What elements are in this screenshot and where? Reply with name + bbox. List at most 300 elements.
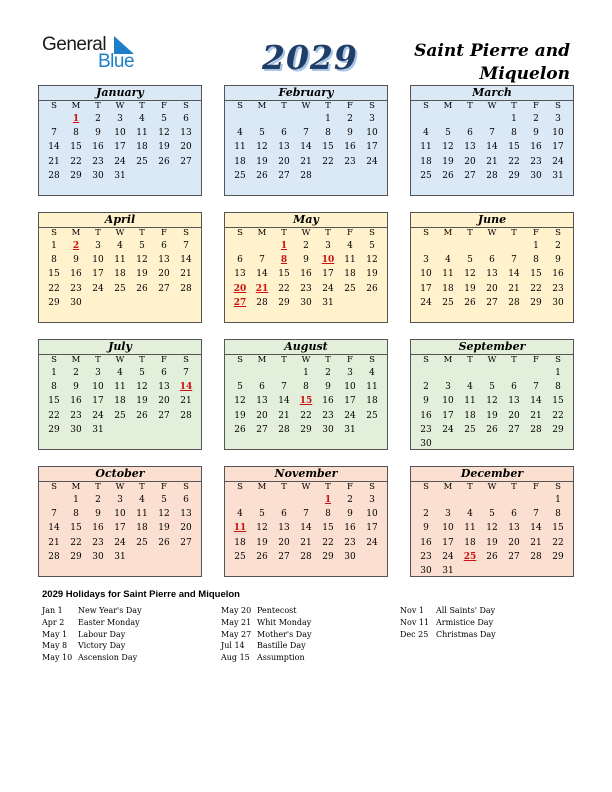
day-cell: 28 <box>300 170 312 181</box>
day-cell: 18 <box>234 537 246 548</box>
day-cell: 19 <box>464 283 476 294</box>
month-august <box>224 339 388 450</box>
day-cell: 20 <box>508 410 520 421</box>
day-cell: 31 <box>92 424 104 435</box>
day-cell: 15 <box>48 269 60 280</box>
weekday-header: T <box>325 228 331 238</box>
weekday-header: S <box>237 228 243 238</box>
weekday-header: F <box>161 482 167 492</box>
day-cell: 30 <box>92 551 104 562</box>
day-cell: 20 <box>158 396 170 407</box>
day-cell: 30 <box>70 424 82 435</box>
day-cell: 28 <box>256 297 268 308</box>
weekday-header: T <box>95 355 101 365</box>
weekday-header: S <box>423 101 429 111</box>
logo-blue-text: Blue <box>98 51 135 72</box>
day-cell: 3 <box>117 114 123 124</box>
weekday-header: T <box>281 482 287 492</box>
day-cell: 29 <box>552 424 564 435</box>
holiday-day-cell: 20 <box>233 283 247 294</box>
weekday-header: S <box>183 355 189 365</box>
day-cell: 30 <box>300 297 312 308</box>
day-cell: 10 <box>420 269 432 280</box>
day-cell: 26 <box>442 170 454 181</box>
day-cell: 21 <box>48 537 60 548</box>
day-cell: 24 <box>344 410 356 421</box>
holiday-item <box>221 652 311 664</box>
day-cell: 17 <box>552 142 564 153</box>
day-cell: 10 <box>442 396 454 407</box>
weekday-header: S <box>237 101 243 111</box>
day-cell: 15 <box>70 523 82 534</box>
weekday-header: S <box>51 228 57 238</box>
day-cell: 13 <box>158 382 170 393</box>
month-september <box>410 339 574 450</box>
empty-day-cell <box>459 366 481 380</box>
day-cell: 6 <box>281 509 287 520</box>
day-cell: 31 <box>322 297 334 308</box>
holiday-day-cell: 11 <box>233 523 247 534</box>
day-cell: 16 <box>92 523 104 534</box>
day-cell: 3 <box>117 495 123 505</box>
day-cell: 19 <box>486 410 498 421</box>
day-cell: 16 <box>92 142 104 153</box>
day-cell: 5 <box>369 241 375 251</box>
holiday-name: Whit Monday <box>257 617 312 627</box>
weekday-header: F <box>347 355 353 365</box>
day-cell: 8 <box>325 509 331 520</box>
weekday-header: T <box>325 482 331 492</box>
day-cell: 10 <box>366 509 378 520</box>
holiday-item <box>221 629 311 641</box>
day-cell: 13 <box>464 142 476 153</box>
day-cell: 9 <box>347 509 353 520</box>
empty-day-cell <box>273 112 295 126</box>
day-cell: 20 <box>180 142 192 153</box>
day-cell: 5 <box>139 241 145 251</box>
month-june <box>410 212 574 323</box>
weekday-header: S <box>51 482 57 492</box>
day-cell: 4 <box>139 495 145 505</box>
day-cell: 4 <box>237 509 243 520</box>
weekday-header: S <box>555 228 561 238</box>
day-cell: 21 <box>508 283 520 294</box>
weekday-header: F <box>347 228 353 238</box>
day-cell: 26 <box>464 297 476 308</box>
empty-day-cell <box>251 112 273 126</box>
weekday-header: T <box>95 482 101 492</box>
day-cell: 17 <box>442 537 454 548</box>
day-cell: 11 <box>114 382 126 393</box>
weekday-header: S <box>369 482 375 492</box>
day-cell: 9 <box>95 509 101 520</box>
day-cell: 26 <box>158 537 170 548</box>
day-cell: 26 <box>486 424 498 435</box>
month-title: July <box>39 340 201 355</box>
holiday-day-cell: 21 <box>255 283 269 294</box>
day-cell: 5 <box>237 382 243 393</box>
day-cell: 16 <box>300 269 312 280</box>
day-cell: 24 <box>552 156 564 167</box>
day-cell: 31 <box>442 565 454 576</box>
empty-day-cell <box>273 366 295 380</box>
weekday-header: M <box>257 355 267 365</box>
month-december <box>410 466 574 577</box>
day-cell: 30 <box>344 551 356 562</box>
day-cell: 24 <box>366 156 378 167</box>
day-cell: 18 <box>114 396 126 407</box>
day-cell: 28 <box>48 170 60 181</box>
day-cell: 10 <box>366 128 378 139</box>
holiday-day-cell: 25 <box>463 551 477 562</box>
day-cell: 22 <box>322 156 334 167</box>
holiday-date: Jul 14 <box>221 641 245 651</box>
empty-day-cell <box>481 366 503 380</box>
day-cell: 21 <box>530 537 542 548</box>
weekday-header: T <box>467 228 473 238</box>
weekday-header: F <box>533 355 539 365</box>
month-july <box>38 339 202 450</box>
month-title: April <box>39 213 201 228</box>
weekday-header: T <box>467 101 473 111</box>
weekday-header: W <box>487 355 497 365</box>
country-title: Saint Pierre and Miquelon <box>414 41 570 84</box>
day-cell: 5 <box>489 382 495 393</box>
month-days-grid <box>39 101 201 183</box>
holiday-name: Pentecost <box>257 606 297 615</box>
empty-day-cell <box>229 493 251 507</box>
day-cell: 14 <box>180 255 192 266</box>
day-cell: 23 <box>344 156 356 167</box>
day-cell: 25 <box>114 283 126 294</box>
day-cell: 12 <box>486 396 498 407</box>
day-cell: 3 <box>423 255 429 266</box>
day-cell: 15 <box>552 396 564 407</box>
day-cell: 30 <box>70 297 82 308</box>
day-cell: 13 <box>256 396 268 407</box>
day-cell: 13 <box>234 269 246 280</box>
empty-day-cell <box>525 366 547 380</box>
day-cell: 25 <box>442 297 454 308</box>
day-cell: 4 <box>423 128 429 139</box>
weekday-header: M <box>71 101 81 111</box>
day-cell: 4 <box>467 509 473 520</box>
day-cell: 30 <box>92 170 104 181</box>
day-cell: 1 <box>73 495 79 505</box>
day-cell: 19 <box>366 269 378 280</box>
weekday-header: M <box>443 228 453 238</box>
day-cell: 24 <box>366 537 378 548</box>
weekday-header: S <box>51 101 57 111</box>
day-cell: 16 <box>70 396 82 407</box>
day-cell: 27 <box>486 297 498 308</box>
day-cell: 28 <box>300 551 312 562</box>
day-cell: 15 <box>48 396 60 407</box>
day-cell: 29 <box>70 170 82 181</box>
day-cell: 1 <box>303 368 309 378</box>
day-cell: 5 <box>139 368 145 378</box>
empty-day-cell <box>481 112 503 126</box>
day-cell: 9 <box>555 255 561 266</box>
empty-day-cell <box>229 112 251 126</box>
holiday-name: All Saints' Day <box>436 606 496 615</box>
empty-day-cell <box>437 239 459 253</box>
empty-day-cell <box>459 493 481 507</box>
day-cell: 17 <box>366 142 378 153</box>
day-cell: 8 <box>73 509 79 520</box>
weekday-header: T <box>95 228 101 238</box>
weekday-header: T <box>511 101 517 111</box>
weekday-header: F <box>347 101 353 111</box>
holiday-day-cell: 1 <box>280 241 288 251</box>
day-cell: 4 <box>369 368 375 378</box>
day-cell: 11 <box>136 128 148 139</box>
day-cell: 23 <box>552 283 564 294</box>
day-cell: 15 <box>552 523 564 534</box>
day-cell: 30 <box>420 438 432 449</box>
weekday-header: T <box>325 101 331 111</box>
holiday-date: May 20 <box>221 606 252 615</box>
day-cell: 22 <box>300 410 312 421</box>
day-cell: 14 <box>278 396 290 407</box>
day-cell: 24 <box>114 537 126 548</box>
day-cell: 8 <box>51 255 57 266</box>
holiday-name: Victory Day <box>78 641 126 651</box>
day-cell: 22 <box>508 156 520 167</box>
day-cell: 3 <box>445 509 451 520</box>
weekday-header: M <box>443 482 453 492</box>
day-cell: 30 <box>552 297 564 308</box>
day-cell: 25 <box>136 537 148 548</box>
holiday-date: May 8 <box>42 641 68 651</box>
weekday-header: M <box>71 228 81 238</box>
empty-day-cell <box>503 239 525 253</box>
day-cell: 25 <box>234 551 246 562</box>
day-cell: 2 <box>303 241 309 251</box>
weekday-header: S <box>369 228 375 238</box>
day-cell: 6 <box>259 382 265 393</box>
holiday-item <box>42 617 142 629</box>
day-cell: 10 <box>552 128 564 139</box>
day-cell: 17 <box>114 523 126 534</box>
day-cell: 6 <box>237 255 243 266</box>
day-cell: 1 <box>555 368 561 378</box>
day-cell: 30 <box>322 424 334 435</box>
empty-day-cell <box>295 112 317 126</box>
empty-day-cell <box>273 493 295 507</box>
day-cell: 26 <box>486 551 498 562</box>
weekday-header: S <box>555 101 561 111</box>
weekday-header: W <box>301 482 311 492</box>
day-cell: 5 <box>259 128 265 139</box>
holiday-item <box>42 605 142 617</box>
month-title: October <box>39 467 201 482</box>
month-title: June <box>411 213 573 228</box>
day-cell: 10 <box>114 509 126 520</box>
day-cell: 6 <box>467 128 473 139</box>
day-cell: 31 <box>114 551 126 562</box>
day-cell: 1 <box>555 495 561 505</box>
day-cell: 4 <box>237 128 243 139</box>
holiday-list <box>42 589 582 663</box>
holiday-day-cell: 1 <box>324 495 332 505</box>
day-cell: 31 <box>114 170 126 181</box>
day-cell: 9 <box>533 128 539 139</box>
day-cell: 3 <box>369 114 375 124</box>
weekday-header: F <box>533 482 539 492</box>
day-cell: 29 <box>300 424 312 435</box>
day-cell: 23 <box>92 537 104 548</box>
day-cell: 11 <box>420 142 432 153</box>
day-cell: 3 <box>369 495 375 505</box>
day-cell: 12 <box>158 128 170 139</box>
day-cell: 17 <box>420 283 432 294</box>
month-days-grid <box>225 228 387 310</box>
holiday-item <box>221 617 311 629</box>
day-cell: 29 <box>70 551 82 562</box>
day-cell: 18 <box>136 142 148 153</box>
day-cell: 15 <box>508 142 520 153</box>
weekday-header: F <box>533 101 539 111</box>
day-cell: 13 <box>158 255 170 266</box>
month-title: November <box>225 467 387 482</box>
day-cell: 23 <box>344 537 356 548</box>
holiday-date: May 1 <box>42 629 68 639</box>
empty-day-cell <box>481 493 503 507</box>
day-cell: 20 <box>278 156 290 167</box>
day-cell: 14 <box>530 396 542 407</box>
day-cell: 14 <box>300 523 312 534</box>
empty-day-cell <box>415 239 437 253</box>
weekday-header: T <box>281 101 287 111</box>
day-cell: 18 <box>464 410 476 421</box>
day-cell: 4 <box>347 241 353 251</box>
day-cell: 19 <box>256 156 268 167</box>
day-cell: 28 <box>180 410 192 421</box>
holiday-date: Jan 1 <box>42 606 63 615</box>
day-cell: 10 <box>114 128 126 139</box>
day-cell: 16 <box>344 142 356 153</box>
empty-day-cell <box>415 493 437 507</box>
day-cell: 2 <box>347 114 353 124</box>
day-cell: 29 <box>508 170 520 181</box>
month-days-grid <box>225 355 387 437</box>
day-cell: 9 <box>303 255 309 266</box>
holiday-date: Apr 2 <box>42 617 65 627</box>
day-cell: 4 <box>467 382 473 393</box>
day-cell: 17 <box>344 396 356 407</box>
day-cell: 6 <box>489 255 495 266</box>
day-cell: 22 <box>322 537 334 548</box>
day-cell: 17 <box>322 269 334 280</box>
day-cell: 28 <box>486 170 498 181</box>
day-cell: 1 <box>325 114 331 124</box>
empty-day-cell <box>459 112 481 126</box>
day-cell: 17 <box>92 396 104 407</box>
month-days-grid <box>225 101 387 183</box>
month-days-grid <box>39 482 201 564</box>
day-cell: 24 <box>442 551 454 562</box>
empty-day-cell <box>503 366 525 380</box>
day-cell: 9 <box>347 128 353 139</box>
day-cell: 6 <box>161 241 167 251</box>
day-cell: 30 <box>420 565 432 576</box>
day-cell: 11 <box>344 255 356 266</box>
day-cell: 8 <box>533 255 539 266</box>
day-cell: 15 <box>322 142 334 153</box>
day-cell: 11 <box>114 255 126 266</box>
weekday-header: S <box>555 482 561 492</box>
weekday-header: S <box>423 355 429 365</box>
holiday-item <box>400 629 496 641</box>
day-cell: 7 <box>511 255 517 266</box>
month-november <box>224 466 388 577</box>
weekday-header: M <box>443 355 453 365</box>
holiday-date: Aug 15 <box>221 653 250 663</box>
day-cell: 26 <box>136 283 148 294</box>
day-cell: 20 <box>180 523 192 534</box>
weekday-header: T <box>467 482 473 492</box>
day-cell: 29 <box>48 424 60 435</box>
day-cell: 9 <box>325 382 331 393</box>
day-cell: 28 <box>530 424 542 435</box>
day-cell: 18 <box>234 156 246 167</box>
weekday-header: T <box>139 355 145 365</box>
day-cell: 6 <box>281 128 287 139</box>
day-cell: 12 <box>442 142 454 153</box>
day-cell: 26 <box>256 551 268 562</box>
day-cell: 2 <box>347 495 353 505</box>
day-cell: 18 <box>464 537 476 548</box>
month-february <box>224 85 388 196</box>
day-cell: 24 <box>92 410 104 421</box>
day-cell: 18 <box>136 523 148 534</box>
weekday-header: T <box>511 355 517 365</box>
day-cell: 25 <box>366 410 378 421</box>
weekday-header: F <box>533 228 539 238</box>
empty-day-cell <box>229 366 251 380</box>
weekday-header: S <box>237 482 243 492</box>
day-cell: 25 <box>464 424 476 435</box>
holiday-item <box>221 605 311 617</box>
holiday-column-2 <box>221 605 311 664</box>
day-cell: 2 <box>423 509 429 520</box>
weekday-header: W <box>115 101 125 111</box>
day-cell: 2 <box>95 114 101 124</box>
holiday-name: Ascension Day <box>78 653 138 663</box>
empty-day-cell <box>437 112 459 126</box>
day-cell: 9 <box>423 523 429 534</box>
day-cell: 6 <box>183 495 189 505</box>
day-cell: 2 <box>325 368 331 378</box>
day-cell: 18 <box>344 269 356 280</box>
day-cell: 16 <box>552 269 564 280</box>
day-cell: 5 <box>489 509 495 520</box>
day-cell: 5 <box>259 509 265 520</box>
day-cell: 28 <box>508 297 520 308</box>
empty-day-cell <box>251 493 273 507</box>
weekday-header: W <box>115 355 125 365</box>
day-cell: 26 <box>366 283 378 294</box>
month-days-grid <box>411 228 573 310</box>
day-cell: 28 <box>530 551 542 562</box>
month-march <box>410 85 574 196</box>
empty-day-cell <box>437 366 459 380</box>
empty-day-cell <box>251 239 273 253</box>
weekday-header: T <box>511 482 517 492</box>
weekday-header: W <box>115 228 125 238</box>
day-cell: 12 <box>486 523 498 534</box>
